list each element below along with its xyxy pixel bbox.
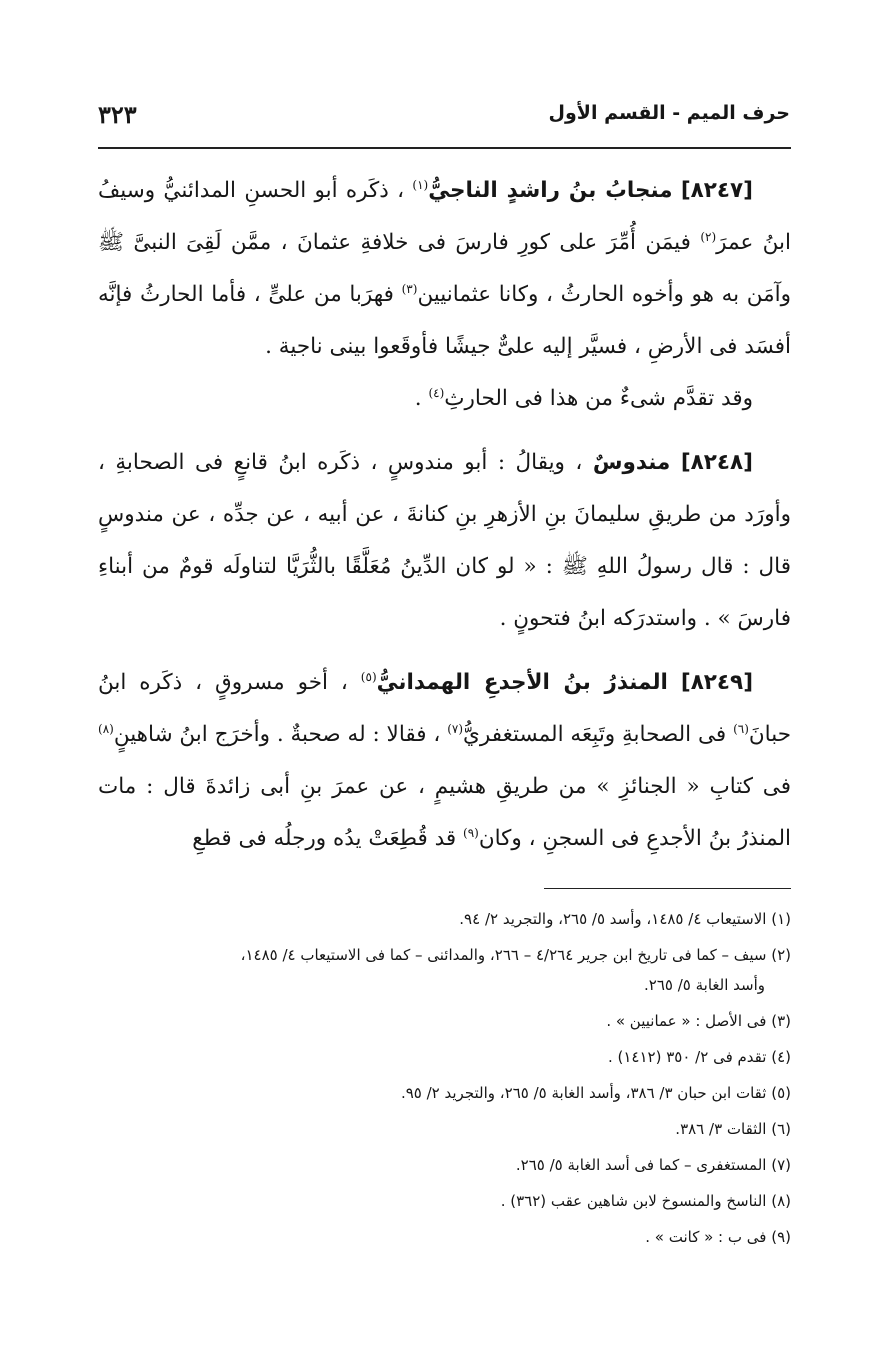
entry-text: ، ذكَره أبو الحسنِ المدائنيُّ وسيفُ ابنُ عمرَ <box>98 178 791 255</box>
footnote-marker: (٩) <box>463 825 479 840</box>
footnote-text: ثقات ابن حبان ٣/ ٣٨٦، وأسد الغابة ٥/ ٢٦٥، والتجريد ٢/ ٩٥. <box>400 1084 767 1102</box>
footnote <box>98 904 791 934</box>
footnote-number: (٦) <box>771 1120 791 1138</box>
entry-text: ، فقالا : له صحبةٌ . وأخرَج ابنُ شاهينٍ <box>113 722 441 747</box>
footnote-text: المستغفرى – كما فى أسد الغابة ٥/ ٢٦٥. <box>515 1156 767 1174</box>
footnote-number: (٩) <box>771 1228 791 1246</box>
footnote-number: (٧) <box>771 1156 791 1174</box>
footnote-text: الناسخ والمنسوخ لابن شاهين عقب (٣٦٢) . <box>500 1192 767 1210</box>
footnote-number: (٣) <box>771 1012 791 1030</box>
footnote-marker: (٣) <box>401 281 418 296</box>
footnote-text: تقدم فى ٢/ ٣٥٠ (١٤١٢) . <box>607 1048 767 1066</box>
footnote <box>98 1114 791 1144</box>
footnote-marker: (٦) <box>733 721 749 736</box>
header-rule <box>98 147 791 149</box>
footnote-text: فى الأصل : « عمانيين » . <box>606 1012 767 1030</box>
footnote-text-continued: وأسد الغابة ٥/ ٢٦٥. <box>644 976 765 994</box>
footnote-text: الثقات ٣/ ٣٨٦. <box>675 1120 767 1138</box>
page-number: ٣٢٣ <box>98 100 137 129</box>
entry-name: مندوسٌ <box>592 450 671 475</box>
footnote-number: (٤) <box>771 1048 791 1066</box>
entry-name: منجابُ بنُ راشدٍ الناجيُّ <box>428 178 673 203</box>
entry-8247-note <box>98 373 791 425</box>
footnote <box>98 1186 791 1216</box>
entry-8247 <box>98 165 791 373</box>
running-header <box>98 98 790 138</box>
main-text <box>98 165 791 865</box>
entry-text: فيمَن أُمِّرَ على كورِ فارسَ فى خلافةِ عثمانَ ، ممَّن لَقِىَ النبىَّ ﷺ وآمَن به هو وأخوه الحارثُ ، وكانا عثمانيين <box>98 230 791 307</box>
footnote-marker: (٧) <box>447 721 464 736</box>
footnote <box>98 1006 791 1036</box>
footnote-separator <box>544 888 791 889</box>
entry-number: [٨٢٤٨] <box>680 450 753 475</box>
footnote-text: الاستيعاب ٤/ ١٤٨٥، وأسد ٥/ ٢٦٥، والتجريد ٢/ ٩٤. <box>459 910 767 928</box>
entry-number: [٨٢٤٧] <box>680 178 753 203</box>
footnote <box>98 1150 791 1180</box>
footnote-text: سيف – كما فى تاريخ ابن جرير ٤/٢٦٤ – ٢٦٦، والمدائنى – كما فى الاستيعاب ٤/ ١٤٨٥، <box>240 946 767 964</box>
footnote-number: (١) <box>771 910 791 928</box>
footnote-marker: (١) <box>412 177 429 192</box>
entry-name: المنذرُ بنُ الأجدعِ الهمدانيُّ <box>376 670 668 695</box>
entry-8249 <box>98 657 791 865</box>
entry-text: وقد تقدَّم شىءٌ من هذا فى الحارثِ <box>444 386 753 411</box>
footnote-marker: (٨) <box>98 721 114 736</box>
footnote-marker: (٢) <box>700 229 717 244</box>
entry-text: قد قُطِعَتْ يدُه ورجلُه فى قطعِ <box>192 826 457 851</box>
header-title: حرف الميم - القسم الأول <box>548 102 790 124</box>
footnote <box>98 940 791 1000</box>
footnotes <box>98 904 791 1258</box>
entry-text: فى كتابِ « الجنائزِ » من طريقِ هشيمٍ ، عن عمرَ بنِ أبى زائدةَ قال : مات المنذرُ بنُ الأجدعِ فى السجنِ ، وكان <box>98 774 791 851</box>
entry-text: فهرَبا من علىٍّ ، فأما الحارثُ فإنَّه أفسَد فى الأرضِ ، فسيَّر إليه علىٌّ جيشًا فأوقَعوا بينى ناجية . <box>98 282 791 359</box>
footnote-marker: (٤) <box>428 385 445 400</box>
entry-8248 <box>98 437 791 645</box>
footnote-text: فى ب : « كانت » . <box>645 1228 767 1246</box>
footnote-marker: (٥) <box>360 669 377 684</box>
footnote-number: (٨) <box>771 1192 791 1210</box>
entry-text: ، ويقالُ : أبو مندوسٍ ، ذكَره ابنُ قانعٍ فى الصحابةِ ، وأورَد من طريقِ سليمانَ بنِ الأزهرِ بنِ كنانةَ ، عن أبيه ، عن جدِّه ، عن مندوسٍ قال : قال رسولُ اللهِ ﷺ : « لو كان الدِّينُ مُعَلَّقًا بالثُّرَيَّا لتناولَه قومٌ من أبناءِ فارسَ » . واستدرَكه ابنُ فتحونٍ . <box>98 450 791 631</box>
entry-text: ، أخو مسروقٍ ، ذكَره ابنُ حبانَ <box>98 670 792 747</box>
entry-number: [٨٢٤٩] <box>680 670 754 695</box>
entry-text: فى الصحابةِ وتَبِعَه المستغفريُّ <box>463 722 727 747</box>
footnote-number: (٥) <box>771 1084 791 1102</box>
entry-text: . <box>414 386 422 411</box>
footnote <box>98 1222 791 1252</box>
footnote <box>98 1042 791 1072</box>
footnote <box>98 1078 791 1108</box>
footnote-number: (٢) <box>771 946 791 964</box>
